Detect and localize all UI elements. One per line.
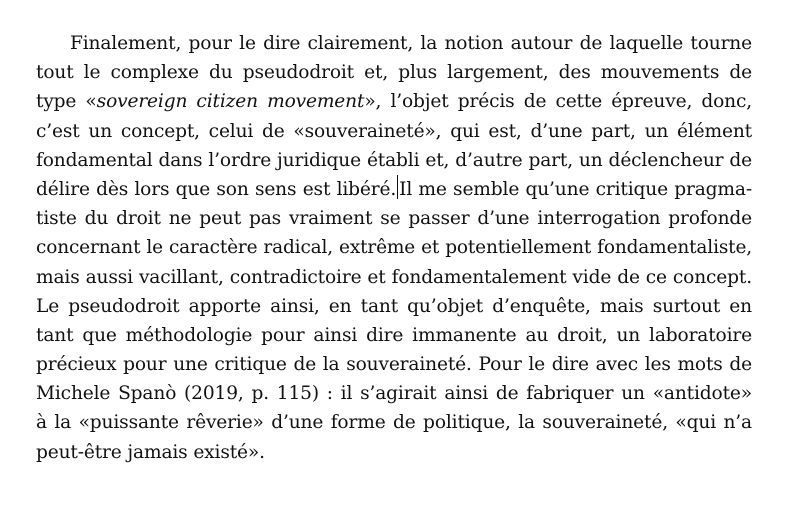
line-text: type « xyxy=(36,91,97,113)
paragraph-line: Finalement, pour le dire clairement, la notion autour de laquelle tourne xyxy=(70,33,752,54)
line-text: délire dès lors que son sens est libéré. xyxy=(36,178,397,200)
italic-term: sovereign citizen movement xyxy=(96,91,365,113)
paragraph-line: tiste du droit ne peut pas vraiment se passer d’une interrogation profonde xyxy=(36,208,752,230)
body-paragraph xyxy=(36,29,752,467)
line-text: Il me semble qu’une critique pragma- xyxy=(399,178,752,200)
paragraph-line: à la «puissante rêverie» d’une forme de politique, la souveraineté, «qui n’a xyxy=(36,412,752,434)
paragraph-line: fondamental dans l’ordre juridique établi et, d’autre part, un déclencheur de xyxy=(36,149,752,171)
paragraph-line xyxy=(36,87,752,116)
paragraph-line: mais aussi vacillant, contradictoire et fondamentalement vide de ce concept. xyxy=(36,266,752,288)
text-cursor xyxy=(397,175,398,199)
paragraph-line: concernant le caractère radical, extrême et potentiellement fondamentaliste, xyxy=(36,237,752,259)
paragraph-line: précieux pour une critique de la souveraineté. Pour le dire avec les mots de xyxy=(36,354,752,376)
paragraph-line: Le pseudodroit apporte ainsi, en tant qu’objet d’enquête, mais surtout en xyxy=(36,295,752,317)
paragraph-line: Michele Spanò (2019, p. 115) : il s’agirait ainsi de fabriquer un «antidote» xyxy=(36,383,752,405)
paragraph-line xyxy=(36,175,752,204)
paragraph-line: tant que méthodologie pour ainsi dire immanente au droit, un laboratoire xyxy=(36,324,752,346)
paragraph-line: tout le complexe du pseudodroit et, plus largement, des mouvements de xyxy=(36,62,752,84)
paragraph-line: c’est un concept, celui de «souveraineté», qui est, d’une part, un élément xyxy=(36,120,752,142)
document-page xyxy=(36,29,752,467)
paragraph-line: peut-être jamais existé». xyxy=(36,441,265,463)
line-text: », l’objet précis de cette épreuve, donc, xyxy=(364,91,752,113)
